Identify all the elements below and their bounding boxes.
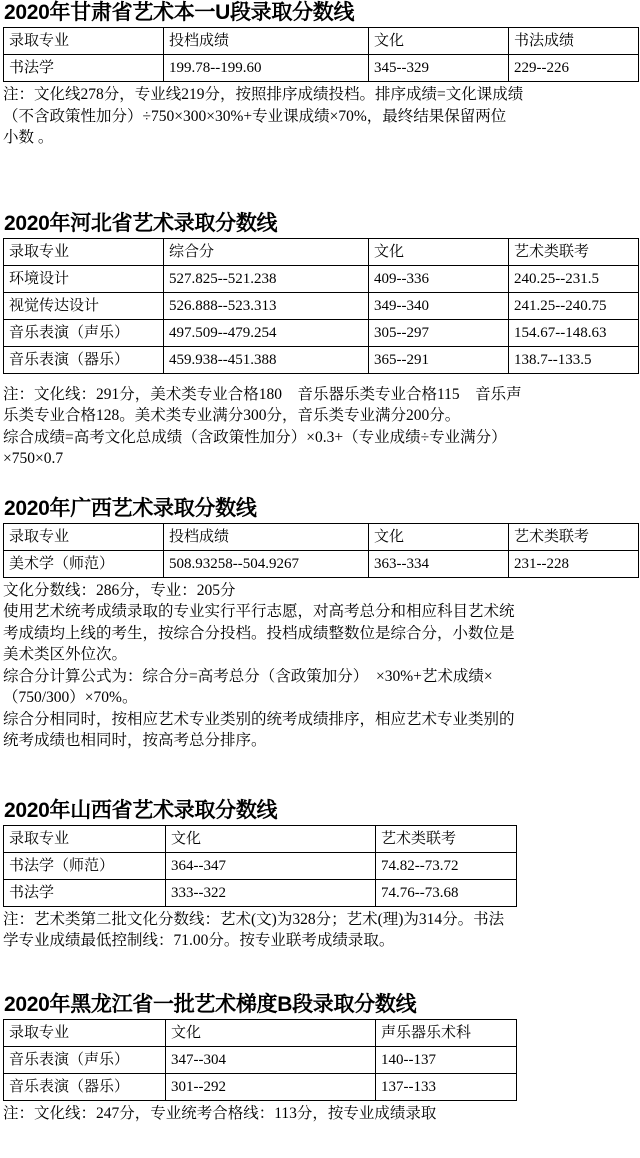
cell-exam: 137--133	[376, 1073, 517, 1100]
cell-major: 视觉传达设计	[4, 292, 164, 319]
section-title-gansu: 2020年甘肃省艺术本一U段录取分数线	[4, 1, 355, 24]
section-note-hebei	[3, 384, 638, 470]
cell-culture: 345--329	[369, 55, 509, 82]
column-header: 艺术类联考	[509, 523, 639, 550]
section-spacer	[2, 752, 638, 798]
table-header-row	[4, 825, 517, 852]
cell-major: 书法学（师范）	[4, 852, 166, 879]
table-header-row	[4, 238, 639, 265]
cell-major: 书法学	[4, 879, 166, 906]
note-line: （750/300）×70%。	[3, 689, 138, 706]
cell-exam: 229--226	[509, 55, 639, 82]
column-header: 艺术类联考	[376, 825, 517, 852]
table-row	[4, 55, 639, 82]
note-line: 乐类专业合格128。美术类专业满分300分，音乐类专业满分200分。	[3, 407, 461, 424]
column-header: 综合分	[164, 238, 369, 265]
score-table-shanxi	[3, 825, 517, 907]
section-heilongjiang	[2, 992, 638, 1125]
cell-exam: 240.25--231.5	[509, 265, 639, 292]
cell-exam: 241.25--240.75	[509, 292, 639, 319]
table-row	[4, 265, 639, 292]
section-hebei	[2, 211, 638, 470]
column-header: 文化	[166, 1019, 376, 1046]
table-header-row	[4, 28, 639, 55]
column-header: 文化	[369, 523, 509, 550]
cell-major: 音乐表演（器乐）	[4, 1073, 166, 1100]
column-header: 录取专业	[4, 1019, 166, 1046]
table-header-row	[4, 1019, 517, 1046]
cell-major: 音乐表演（声乐）	[4, 1046, 166, 1073]
cell-culture: 349--340	[369, 292, 509, 319]
section-note-shanxi	[3, 909, 638, 952]
table-row	[4, 292, 639, 319]
cell-score: 199.78--199.60	[164, 55, 369, 82]
section-spacer	[2, 470, 638, 496]
section-title-shanxi: 2020年山西省艺术录取分数线	[4, 798, 278, 822]
note-line: ×750×0.7	[3, 450, 64, 467]
cell-exam: 140--137	[376, 1046, 517, 1073]
score-table-heilongjiang	[3, 1019, 517, 1101]
note-line: 综合分计算公式为：综合分=高考总分（含政策加分） ×30%+艺术成绩×	[3, 667, 493, 685]
note-line: 综合分相同时，按相应艺术专业类别的统考成绩排序，相应艺术专业类别的	[3, 710, 515, 728]
cell-major: 美术学（师范）	[4, 550, 164, 577]
cell-culture: 365--291	[369, 346, 509, 373]
cell-exam: 74.82--73.72	[376, 852, 517, 879]
table-row	[4, 1046, 517, 1073]
note-line: 使用艺术统考成绩录取的专业实行平行志愿，对高考总分和相应科目艺术统	[3, 603, 515, 620]
table-header-row	[4, 523, 639, 550]
column-header: 投档成绩	[164, 28, 369, 55]
section-gansu	[2, 0, 638, 149]
cell-exam: 154.67--148.63	[509, 319, 639, 346]
section-note-guangxi	[3, 580, 638, 752]
section-note-gansu	[3, 84, 638, 149]
table-row	[4, 550, 639, 577]
cell-exam: 231--228	[509, 550, 639, 577]
cell-score: 497.509--479.254	[164, 319, 369, 346]
note-line: 注：文化线278分，专业线219分，按照排序成绩投档。排序成绩=文化课成绩	[3, 86, 524, 103]
section-shanxi	[2, 798, 638, 952]
column-header: 书法成绩	[509, 28, 639, 55]
column-header: 文化	[166, 825, 376, 852]
cell-major: 环境设计	[4, 265, 164, 292]
cell-culture: 364--347	[166, 852, 376, 879]
cell-culture: 347--304	[166, 1046, 376, 1073]
note-line: 注：文化线：247分，专业统考合格线：113分，按专业成绩录取	[3, 1104, 437, 1122]
section-spacer	[2, 952, 638, 992]
cell-major: 书法学	[4, 55, 164, 82]
table-row	[4, 346, 639, 373]
cell-score: 527.825--521.238	[164, 265, 369, 292]
cell-culture: 333--322	[166, 879, 376, 906]
column-header: 文化	[369, 28, 509, 55]
section-guangxi	[2, 496, 638, 752]
column-header: 录取专业	[4, 825, 166, 852]
cell-culture: 305--297	[369, 319, 509, 346]
cell-exam: 74.76--73.68	[376, 879, 517, 906]
table-row	[4, 1073, 517, 1100]
column-header: 录取专业	[4, 28, 164, 55]
score-table-hebei	[3, 238, 639, 374]
score-table-guangxi	[3, 523, 639, 578]
cell-score: 459.938--451.388	[164, 346, 369, 373]
cell-culture: 301--292	[166, 1073, 376, 1100]
note-line: 考成绩均上线的考生，按综合分投档。投档成绩整数位是综合分，小数位是	[3, 624, 515, 642]
column-header: 投档成绩	[164, 523, 369, 550]
section-note-heilongjiang	[3, 1103, 638, 1125]
table-row	[4, 319, 639, 346]
note-line: 学专业成绩最低控制线：71.00分。按专业联考成绩录取。	[3, 932, 395, 949]
section-spacer	[2, 149, 638, 211]
note-line: 美术类区外位次。	[3, 646, 128, 663]
column-header: 文化	[369, 238, 509, 265]
cell-culture: 363--334	[369, 550, 509, 577]
column-header: 录取专业	[4, 523, 164, 550]
score-table-gansu	[3, 27, 639, 82]
note-line: 注：艺术类第二批文化分数线：艺术(文)为328分；艺术(理)为314分。书法	[3, 910, 505, 928]
note-line: 文化分数线：286分，专业：205分	[3, 581, 236, 599]
table-row	[4, 879, 517, 906]
table-row	[4, 852, 517, 879]
note-line: 统考成绩也相同时，按高考总分排序。	[3, 732, 267, 749]
section-title-hebei: 2020年河北省艺术录取分数线	[4, 211, 278, 235]
column-header: 声乐器乐术科	[376, 1019, 517, 1046]
note-line: 小数 。	[3, 129, 54, 146]
cell-major: 音乐表演（声乐）	[4, 319, 164, 346]
cell-culture: 409--336	[369, 265, 509, 292]
note-line: 注：文化线：291分，美术类专业合格180 音乐器乐类专业合格115 音乐声	[3, 385, 522, 403]
cell-exam: 138.7--133.5	[509, 346, 639, 373]
section-title-guangxi: 2020年广西艺术录取分数线	[4, 496, 257, 520]
note-line: （不含政策性加分）÷750×300×30%+专业课成绩×70%，最终结果保留两位	[3, 107, 507, 125]
column-header: 艺术类联考	[509, 238, 639, 265]
note-line: 综合成绩=高考文化总成绩（含政策性加分）×0.3+（专业成绩÷专业满分）	[3, 428, 507, 446]
section-title-heilongjiang: 2020年黑龙江省一批艺术梯度B段录取分数线	[4, 992, 417, 1016]
column-header: 录取专业	[4, 238, 164, 265]
cell-score: 508.93258--504.9267	[164, 550, 369, 577]
cell-major: 音乐表演（器乐）	[4, 346, 164, 373]
cell-score: 526.888--523.313	[164, 292, 369, 319]
